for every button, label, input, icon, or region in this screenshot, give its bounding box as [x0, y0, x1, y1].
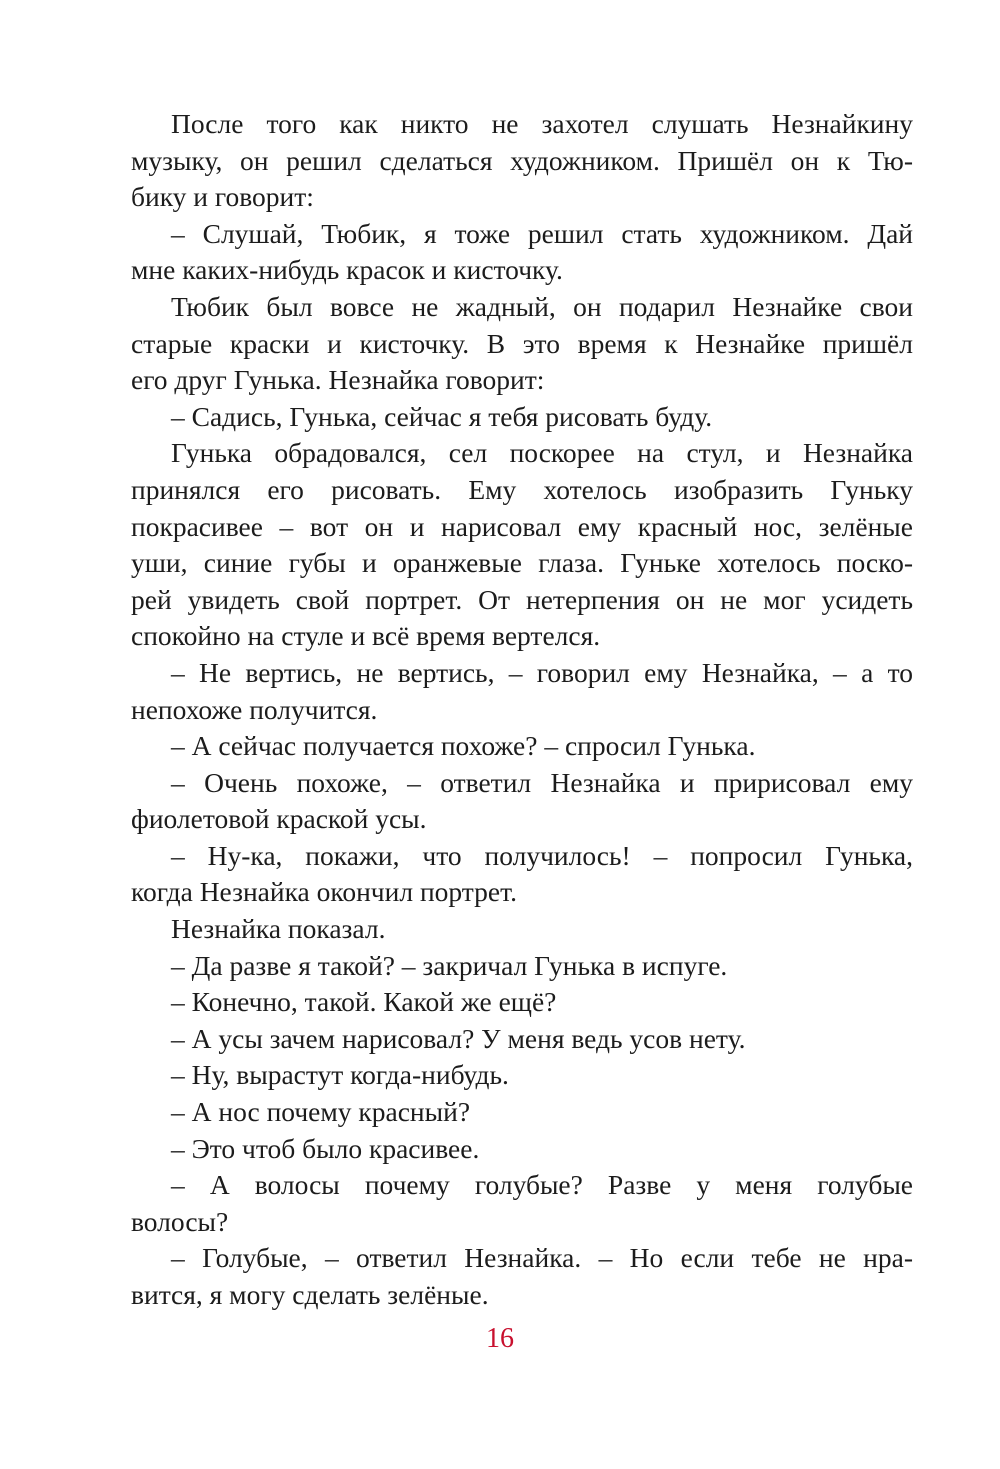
text-line: – Конечно, такой. Какой же ещё?	[171, 986, 557, 1018]
body-text	[131, 106, 913, 1314]
text-line: – Ну, вырастут когда-нибудь.	[171, 1059, 509, 1091]
text-line: непохоже получится.	[131, 693, 378, 725]
text-line: – А нос почему красный?	[171, 1096, 471, 1128]
text-line: – Слушай, Тюбик, я тоже решил стать художником. Дай	[171, 217, 913, 249]
text-line: – Очень похоже, – ответил Незнайка и пририсовал ему	[171, 766, 913, 798]
text-line: волосы?	[131, 1205, 229, 1237]
text-line: бику и говорит:	[131, 181, 314, 213]
text-line: – А сейчас получается похоже? – спросил Гунька.	[171, 730, 756, 762]
text-line: покрасивее – вот он и нарисовал ему красный нос, зелёные	[131, 510, 913, 542]
text-line: – Не вертись, не вертись, – говорил ему Незнайка, – а то	[171, 656, 913, 688]
text-line: – Ну-ка, покажи, что получилось! – попросил Гунька,	[171, 839, 913, 871]
text-line: Тюбик был вовсе не жадный, он подарил Незнайке свои	[171, 290, 913, 322]
text-line: – Голубые, – ответил Незнайка. – Но если тебе не нра-	[171, 1242, 913, 1274]
text-line: музыку, он решил сделаться художником. Пришёл он к Тю-	[131, 144, 913, 176]
text-line: – Это чтоб было красивее.	[171, 1132, 480, 1164]
text-line: – Да разве я такой? – закричал Гунька в испуге.	[171, 949, 728, 981]
text-line: – А усы зачем нарисовал? У меня ведь усов нету.	[171, 1022, 746, 1054]
text-line: его друг Гунька. Незнайка говорит:	[131, 364, 545, 396]
text-line: – Садись, Гунька, сейчас я тебя рисовать буду.	[171, 400, 713, 432]
text-line: старые краски и кисточку. В это время к Незнайке пришёл	[131, 327, 913, 359]
text-line: когда Незнайка окончил портрет.	[131, 876, 517, 908]
text-line: принялся его рисовать. Ему хотелось изобразить Гуньку	[131, 473, 913, 505]
text-line: – А волосы почему голубые? Разве у меня голубые	[171, 1169, 913, 1201]
text-line: мне каких-нибудь красок и кисточку.	[131, 254, 563, 286]
text-line: уши, синие губы и оранжевые глаза. Гуньке хотелось поско-	[131, 547, 913, 579]
text-line: Незнайка показал.	[171, 913, 386, 945]
text-line: спокойно на стуле и всё время вертелся.	[131, 620, 601, 652]
text-line: фиолетовой краской усы.	[131, 803, 427, 835]
page-number: 16	[486, 1323, 514, 1354]
text-line: вится, я могу сделать зелёные.	[131, 1279, 489, 1310]
text-line: рей увидеть свой портрет. От нетерпения он не мог усидеть	[131, 583, 913, 615]
text-line: Гунька обрадовался, сел поскорее на стул, и Незнайка	[171, 437, 913, 469]
text-line: После того как никто не захотел слушать Незнайкину	[171, 108, 913, 139]
